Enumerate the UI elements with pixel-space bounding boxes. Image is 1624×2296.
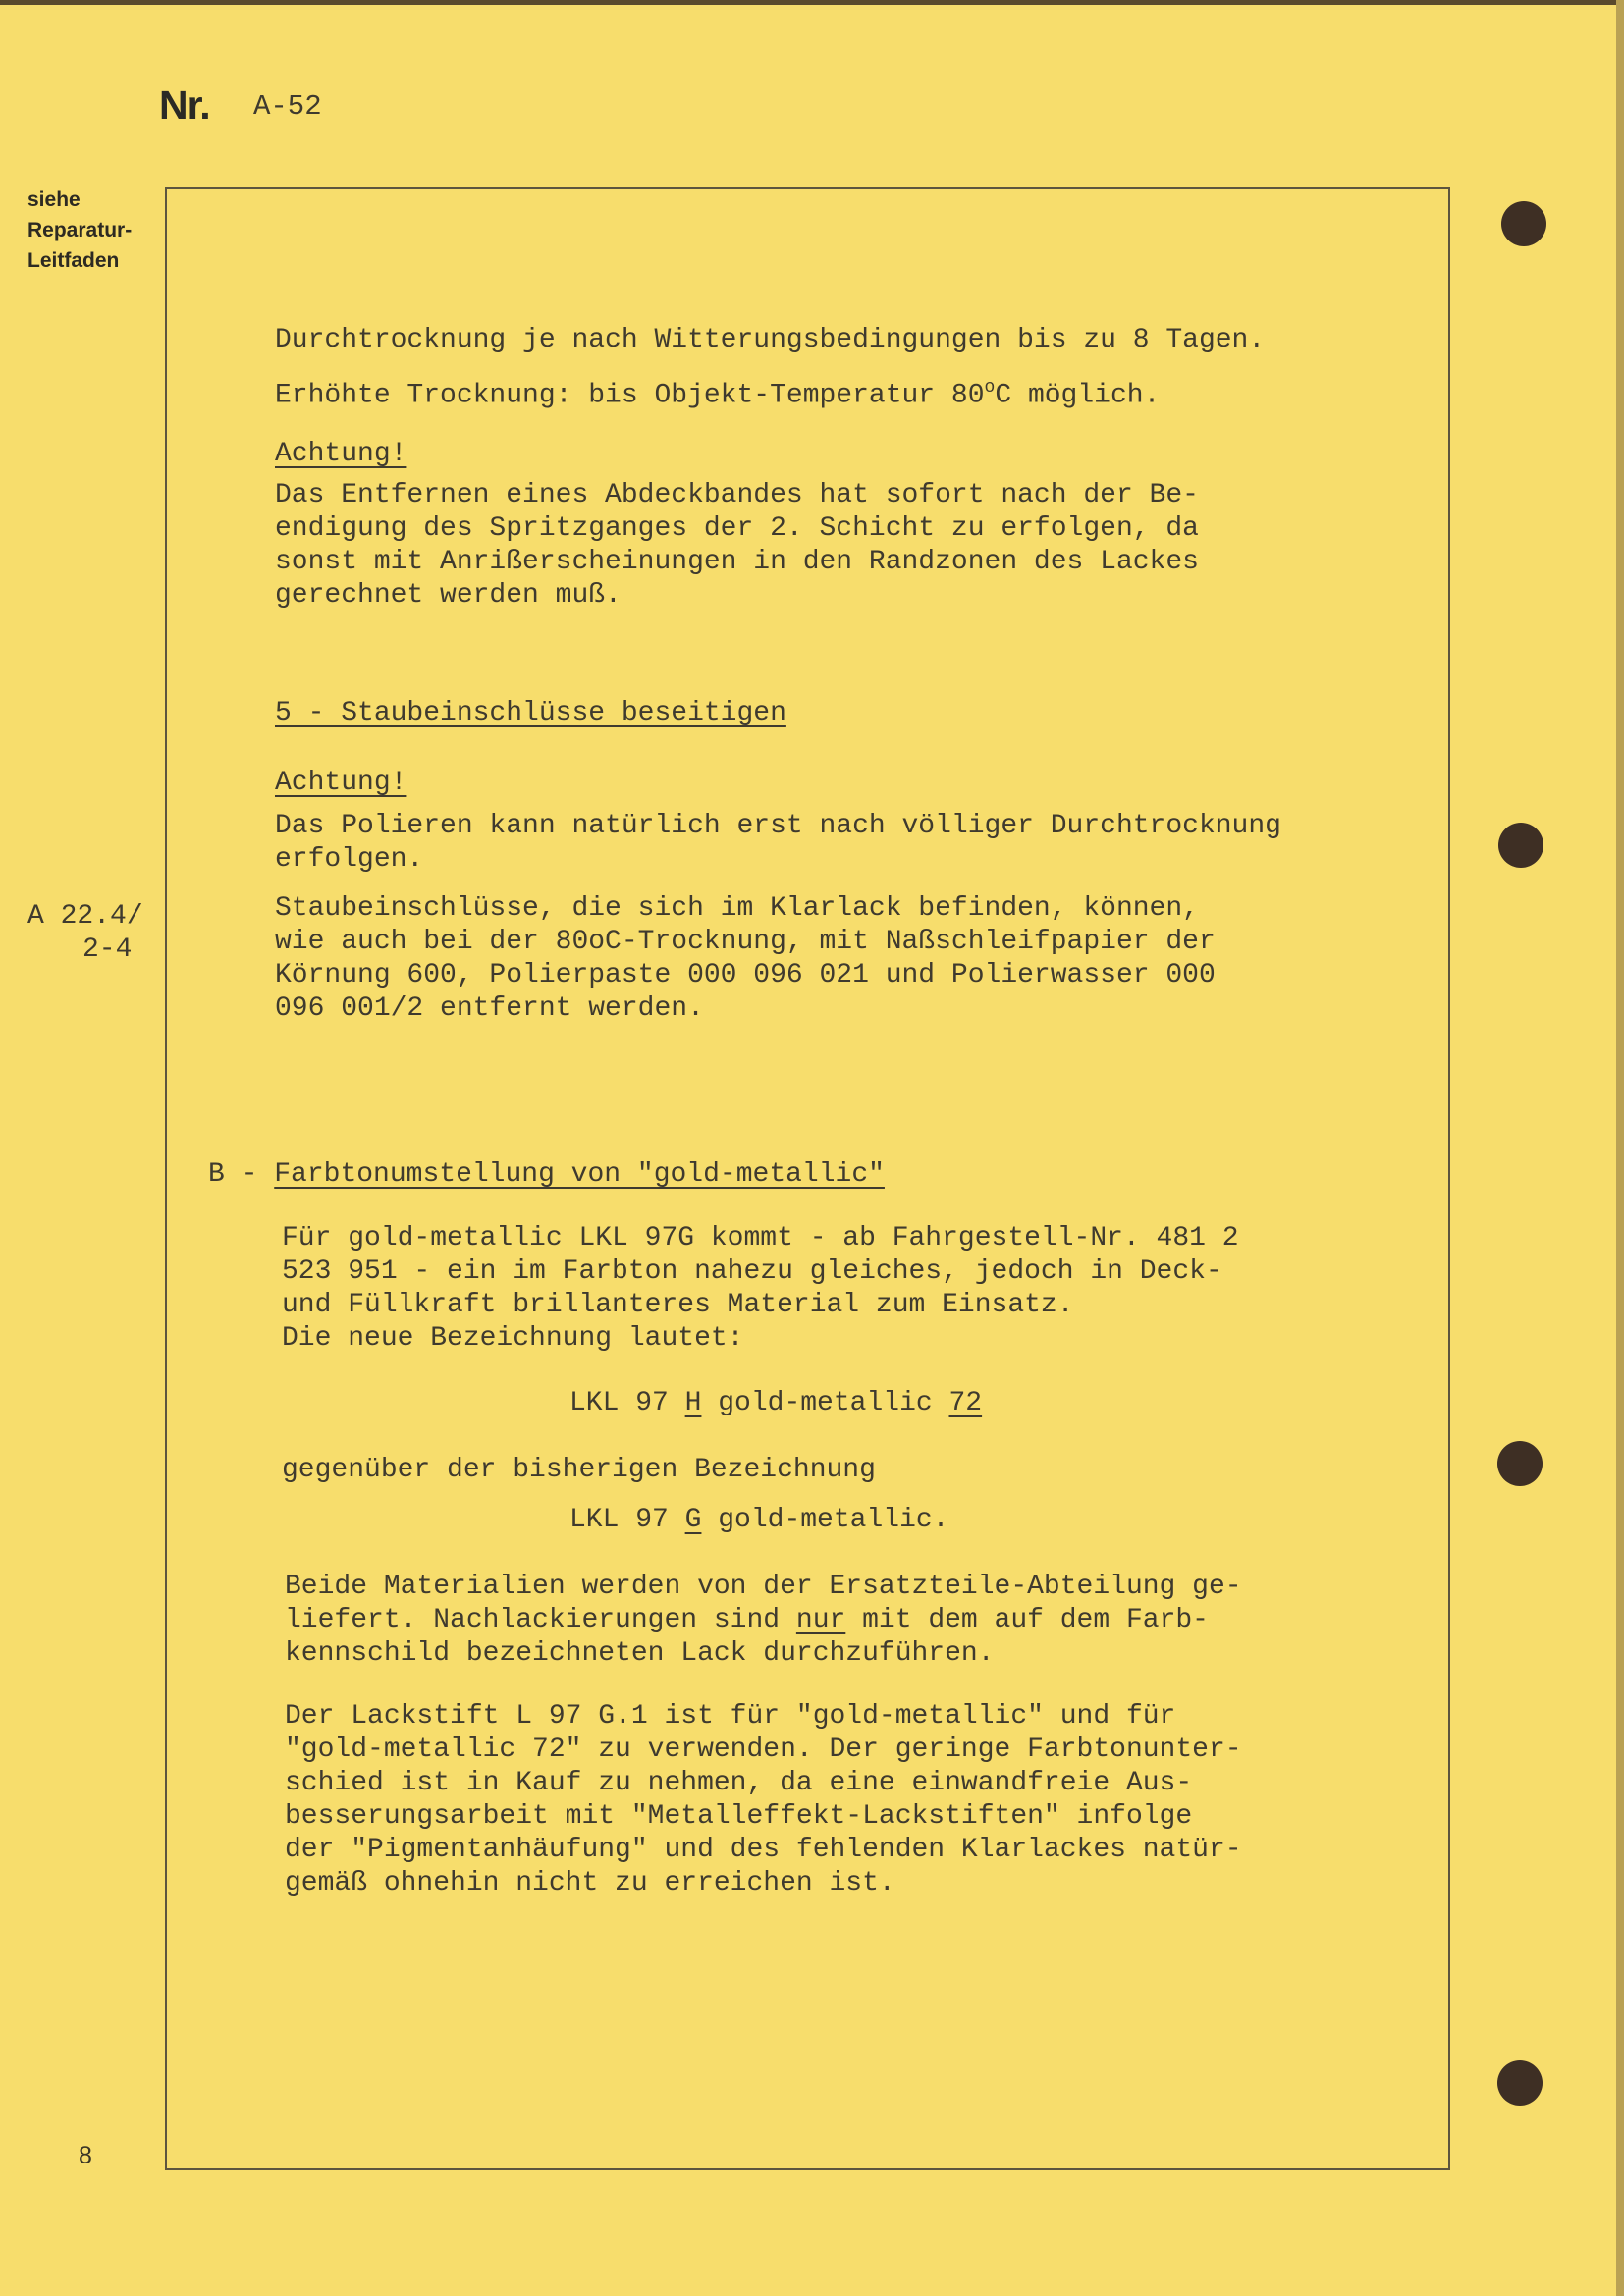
text-line: Das Polieren kann natürlich erst nach völliger Durchtrocknung (275, 811, 1281, 841)
siehe-line: siehe (27, 188, 81, 211)
page-number: 8 (79, 2142, 92, 2169)
text-line: erfolgen. (275, 844, 424, 875)
comparison-line-block (282, 1454, 1381, 1487)
text-line: 096 001/2 entfernt werden. (275, 993, 704, 1024)
right-edge (1616, 0, 1624, 2296)
punch-hole (1498, 823, 1543, 868)
nr-value: A-52 (253, 90, 322, 123)
punch-hole (1501, 201, 1546, 246)
drying-paragraph (275, 316, 1375, 419)
text-line: liefert. Nachlackierungen sind nur mit dem auf dem Farb- (285, 1605, 1209, 1635)
text-line: gemäß ohnehin nicht zu erreichen ist. (285, 1868, 895, 1898)
text-line: wie auch bei der 80oC-Trocknung, mit Naßschleifpapier der (275, 927, 1216, 957)
text-line: sonst mit Anrißerscheinungen in den Randzonen des Lackes (275, 547, 1199, 577)
text-line: schied ist in Kauf zu nehmen, da eine einwandfreie Aus- (285, 1768, 1193, 1798)
text-line: Das Entfernen eines Abdeckbandes hat sofort nach der Be- (275, 480, 1199, 510)
text-line: gerechnet werden muß. (275, 580, 622, 611)
margin-ref-line: A 22.4/ (27, 901, 143, 932)
text-line: Durchtrocknung je nach Witterungsbedingungen bis zu 8 Tagen. (275, 325, 1266, 355)
siehe-reference (27, 185, 132, 276)
text-line: Der Lackstift L 97 G.1 ist für "gold-metallic" und für (285, 1701, 1176, 1732)
warning-block-2 (275, 767, 1375, 877)
text-line: kennschild bezeichneten Lack durchzuführen. (285, 1638, 995, 1669)
text-line: 523 951 - ein im Farbton nahezu gleiches, jedoch in Deck- (282, 1256, 1222, 1287)
section-heading: 5 - Staubeinschlüsse beseitigen (275, 698, 786, 728)
text-line: Für gold-metallic LKL 97G kommt - ab Fahrgestell-Nr. 481 2 (282, 1223, 1239, 1254)
warning-heading: Achtung! (275, 768, 407, 798)
dust-paragraph (275, 892, 1375, 1026)
warning-block-1 (275, 438, 1375, 613)
section-5-heading-block (275, 697, 1375, 730)
siehe-line: Leitfaden (27, 249, 120, 272)
touchup-pen-paragraph (285, 1700, 1384, 1900)
text-line: besserungsarbeit mit "Metalleffekt-Lackstiften" infolge (285, 1801, 1193, 1832)
nr-label: Nr. (159, 82, 210, 128)
punch-hole (1497, 1441, 1543, 1486)
text-line: endigung des Spritzganges der 2. Schicht zu erfolgen, da (275, 513, 1199, 544)
text-line: Staubeinschlüsse, die sich im Klarlack befinden, können, (275, 893, 1199, 924)
old-code-line: LKL 97 G gold-metallic. (569, 1505, 949, 1535)
text-line: der "Pigmentanhäufung" und des fehlenden Klarlackes natür- (285, 1835, 1242, 1865)
punch-hole (1497, 2060, 1543, 2106)
materials-paragraph (285, 1571, 1384, 1671)
text-line: gegenüber der bisherigen Bezeichnung (282, 1455, 876, 1485)
text-line: Die neue Bezeichnung lautet: (282, 1323, 744, 1354)
text-line: und Füllkraft brillanteres Material zum Einsatz. (282, 1290, 1074, 1320)
margin-ref-line: 2-4 (82, 934, 133, 965)
siehe-line: Reparatur- (27, 219, 133, 241)
text-line: "gold-metallic 72" zu verwenden. Der geringe Farbtonunter- (285, 1735, 1242, 1765)
margin-reference (27, 900, 143, 967)
gold-metallic-paragraph (282, 1222, 1381, 1356)
section-b-heading-block (208, 1158, 1308, 1192)
section-heading: B - Farbtonumstellung von "gold-metallic" (208, 1159, 885, 1190)
warning-heading: Achtung! (275, 439, 407, 469)
text-line: Körnung 600, Polierpaste 000 096 021 und Polierwasser 000 (275, 960, 1216, 990)
text-line: Erhöhte Trocknung: bis Objekt-Temperatur 80$^o$C möglich. (275, 378, 1161, 411)
new-code-line: LKL 97 H gold-metallic 72 (569, 1388, 983, 1418)
text-line: Beide Materialien werden von der Ersatzteile-Abteilung ge- (285, 1572, 1242, 1602)
top-edge (0, 0, 1624, 5)
